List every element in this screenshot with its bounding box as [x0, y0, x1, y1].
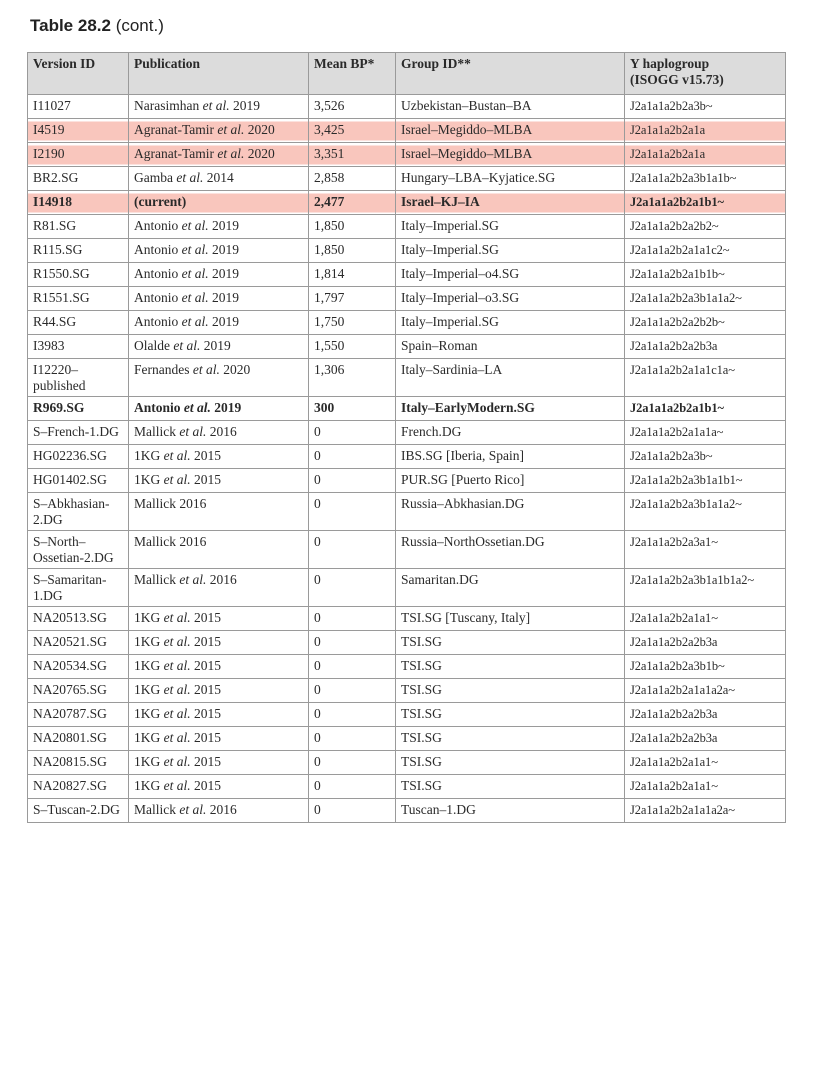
publication [129, 167, 309, 191]
table-row [28, 703, 786, 727]
y-haplogroup: J2a1a1a2b2a1a [625, 143, 786, 167]
pub-year: 2015 [190, 472, 221, 487]
y-haplogroup: J2a1a1a2b2a3b1b~ [625, 655, 786, 679]
mean-bp: 1,550 [309, 335, 396, 359]
pub-year: 2016 [206, 424, 237, 439]
mean-bp: 0 [309, 751, 396, 775]
header-y-line2: (ISOGG v15.73) [630, 72, 724, 87]
version-id: NA20513.SG [28, 607, 129, 631]
mean-bp: 300 [309, 397, 396, 421]
table-row [28, 359, 786, 397]
publication [129, 703, 309, 727]
mean-bp: 0 [309, 703, 396, 727]
y-haplogroup: J2a1a1a2b2a3b1a1a2~ [625, 493, 786, 531]
pub-year: 2015 [190, 658, 221, 673]
pub-year: 2020 [219, 362, 251, 377]
y-haplogroup: J2a1a1a2b2a1a1a2a~ [625, 679, 786, 703]
mean-bp: 1,850 [309, 215, 396, 239]
y-haplogroup: J2a1a1a2b2a1a1c2~ [625, 239, 786, 263]
pub-author: 1KG [134, 448, 164, 463]
version-id: R115.SG [28, 239, 129, 263]
header-group-id: Group ID** [396, 53, 625, 95]
pub-author: Fernandes [134, 362, 193, 377]
mean-bp: 0 [309, 799, 396, 823]
table-row [28, 569, 786, 607]
table-row [28, 531, 786, 569]
table-row [28, 679, 786, 703]
pub-etal: et al. [179, 802, 207, 817]
group-id: Italy–Imperial.SG [396, 311, 625, 335]
pub-year: 2016 [206, 802, 237, 817]
mean-bp: 1,850 [309, 239, 396, 263]
table-row [28, 655, 786, 679]
y-haplogroup: J2a1a1a2b2a1b1b~ [625, 263, 786, 287]
pub-year: 2019 [208, 266, 240, 281]
y-haplogroup: J2a1a1a2b2a1a1~ [625, 775, 786, 799]
publication [129, 311, 309, 335]
pub-etal: et al. [181, 266, 209, 281]
group-id: TSI.SG [396, 751, 625, 775]
version-id: BR2.SG [28, 167, 129, 191]
mean-bp: 0 [309, 445, 396, 469]
version-id: HG02236.SG [28, 445, 129, 469]
pub-author: Mallick 2016 [134, 496, 207, 511]
version-id: S–Samaritan-1.DG [28, 569, 129, 607]
pub-author: Antonio [134, 242, 182, 257]
version-id: NA20787.SG [28, 703, 129, 727]
mean-bp: 0 [309, 727, 396, 751]
y-haplogroup: J2a1a1a2b2a1b1~ [625, 397, 786, 421]
table-row [28, 215, 786, 239]
pub-etal: et al. [163, 634, 191, 649]
publication [129, 95, 309, 119]
pub-etal: et al. [163, 730, 191, 745]
publication [129, 775, 309, 799]
pub-author: Antonio [134, 400, 184, 415]
mean-bp: 0 [309, 531, 396, 569]
pub-author: Antonio [134, 218, 182, 233]
pub-etal: et al. [163, 778, 191, 793]
caption-label: Table 28.2 [30, 16, 111, 35]
pub-year: 2016 [206, 572, 237, 587]
pub-year: 2020 [244, 122, 275, 137]
table-row [28, 445, 786, 469]
publication [129, 119, 309, 143]
group-id: TSI.SG [Tuscany, Italy] [396, 607, 625, 631]
group-id: TSI.SG [396, 703, 625, 727]
group-id: Israel–KJ–IA [396, 191, 625, 215]
pub-author: Mallick 2016 [134, 534, 207, 549]
group-id: French.DG [396, 421, 625, 445]
group-id: Italy–Imperial–o4.SG [396, 263, 625, 287]
table-row-highlighted [28, 119, 786, 143]
version-id: S–North–Ossetian-2.DG [28, 531, 129, 569]
pub-year: 2015 [190, 730, 221, 745]
publication [129, 335, 309, 359]
version-id: NA20801.SG [28, 727, 129, 751]
publication [129, 143, 309, 167]
pub-etal: et al. [163, 448, 191, 463]
pub-etal: et al. [163, 472, 191, 487]
pub-etal: et al. [181, 290, 209, 305]
y-haplogroup: J2a1a1a2b2a1a [625, 119, 786, 143]
y-haplogroup: J2a1a1a2b2a3b1a1b1a2~ [625, 569, 786, 607]
mean-bp: 1,306 [309, 359, 396, 397]
header-y-line1: Y haplogroup [630, 56, 710, 71]
pub-author: 1KG [134, 610, 164, 625]
group-id: Spain–Roman [396, 335, 625, 359]
pub-year: 2015 [190, 706, 221, 721]
version-id: NA20521.SG [28, 631, 129, 655]
mean-bp: 0 [309, 607, 396, 631]
group-id: PUR.SG [Puerto Rico] [396, 469, 625, 493]
table-row-highlighted-current [28, 191, 786, 215]
publication [129, 569, 309, 607]
publication [129, 727, 309, 751]
publication [129, 531, 309, 569]
mean-bp: 3,526 [309, 95, 396, 119]
caption-suffix: (cont.) [115, 16, 164, 35]
publication [129, 215, 309, 239]
table-row [28, 799, 786, 823]
group-id: TSI.SG [396, 775, 625, 799]
y-haplogroup: J2a1a1a2b2a1a1~ [625, 607, 786, 631]
data-table [27, 52, 786, 823]
header-publication: Publication [129, 53, 309, 95]
table-row [28, 421, 786, 445]
table-row-highlighted [28, 143, 786, 167]
group-id: Hungary–LBA–Kyjatice.SG [396, 167, 625, 191]
pub-year: 2015 [190, 682, 221, 697]
publication [129, 799, 309, 823]
publication [129, 607, 309, 631]
group-id: Italy–Imperial.SG [396, 239, 625, 263]
publication [129, 445, 309, 469]
version-id: R969.SG [28, 397, 129, 421]
version-id: NA20815.SG [28, 751, 129, 775]
table-row [28, 493, 786, 531]
pub-etal: et al. [163, 754, 191, 769]
group-id: Italy–Imperial–o3.SG [396, 287, 625, 311]
table-row [28, 775, 786, 799]
table-body [28, 95, 786, 823]
mean-bp: 0 [309, 469, 396, 493]
pub-author: Mallick [134, 424, 180, 439]
group-id: Russia–NorthOssetian.DG [396, 531, 625, 569]
version-id: I12220–published [28, 359, 129, 397]
group-id: Israel–Megiddo–MLBA [396, 119, 625, 143]
publication [129, 191, 309, 215]
publication [129, 287, 309, 311]
table-row [28, 751, 786, 775]
group-id: TSI.SG [396, 631, 625, 655]
pub-author: 1KG [134, 706, 164, 721]
version-id: R81.SG [28, 215, 129, 239]
mean-bp: 1,797 [309, 287, 396, 311]
version-id: R1550.SG [28, 263, 129, 287]
version-id: NA20765.SG [28, 679, 129, 703]
pub-year: 2019 [208, 218, 240, 233]
pub-author: Agranat-Tamir [134, 122, 218, 137]
pub-author: Agranat-Tamir [134, 146, 218, 161]
pub-etal: et al. [217, 146, 245, 161]
pub-author: Antonio [134, 314, 182, 329]
table-row [28, 287, 786, 311]
pub-etal: et al. [202, 98, 230, 113]
pub-author: Antonio [134, 290, 182, 305]
y-haplogroup: J2a1a1a2b2a1a1~ [625, 751, 786, 775]
pub-etal: et al. [192, 362, 220, 377]
table-row [28, 335, 786, 359]
y-haplogroup: J2a1a1a2b2a2b2b~ [625, 311, 786, 335]
pub-author: Olalde [134, 338, 174, 353]
pub-year: 2019 [208, 290, 240, 305]
y-haplogroup: J2a1a1a2b2a2b2~ [625, 215, 786, 239]
mean-bp: 3,425 [309, 119, 396, 143]
pub-author: 1KG [134, 472, 164, 487]
pub-author: Antonio [134, 266, 182, 281]
mean-bp: 0 [309, 421, 396, 445]
group-id: Uzbekistan–Bustan–BA [396, 95, 625, 119]
table-caption [30, 16, 164, 36]
y-haplogroup: J2a1a1a2b2a3b1a1b1~ [625, 469, 786, 493]
version-id: NA20827.SG [28, 775, 129, 799]
mean-bp: 3,351 [309, 143, 396, 167]
group-id: Israel–Megiddo–MLBA [396, 143, 625, 167]
version-id: R44.SG [28, 311, 129, 335]
group-id: IBS.SG [Iberia, Spain] [396, 445, 625, 469]
table-row [28, 95, 786, 119]
pub-year: 2019 [208, 314, 240, 329]
group-id: Tuscan–1.DG [396, 799, 625, 823]
y-haplogroup: J2a1a1a2b2a1a1a~ [625, 421, 786, 445]
y-haplogroup: J2a1a1a2b2a3b~ [625, 445, 786, 469]
pub-etal: et al. [181, 242, 209, 257]
pub-etal: et al. [179, 424, 207, 439]
table-row [28, 167, 786, 191]
pub-year: 2015 [190, 610, 221, 625]
mean-bp: 0 [309, 493, 396, 531]
publication [129, 751, 309, 775]
pub-year: 2015 [190, 754, 221, 769]
pub-author: Mallick [134, 802, 180, 817]
pub-author: Narasimhan [134, 98, 203, 113]
pub-etal: et al. [163, 658, 191, 673]
y-haplogroup: J2a1a1a2b2a2b3a [625, 703, 786, 727]
group-id: Samaritan.DG [396, 569, 625, 607]
table-row [28, 607, 786, 631]
mean-bp: 2,477 [309, 191, 396, 215]
pub-etal: et al. [163, 706, 191, 721]
publication [129, 239, 309, 263]
pub-etal: et al. [163, 610, 191, 625]
pub-year: 2015 [190, 448, 221, 463]
group-id: TSI.SG [396, 655, 625, 679]
pub-year: 2014 [203, 170, 234, 185]
version-id: R1551.SG [28, 287, 129, 311]
group-id: Italy–EarlyModern.SG [396, 397, 625, 421]
group-id: TSI.SG [396, 679, 625, 703]
version-id: S–Abkhasian-2.DG [28, 493, 129, 531]
y-haplogroup: J2a1a1a2b2a2b3a [625, 335, 786, 359]
y-haplogroup: J2a1a1a2b2a3b1a1b~ [625, 167, 786, 191]
table-row [28, 631, 786, 655]
pub-author: 1KG [134, 658, 164, 673]
publication [129, 631, 309, 655]
publication [129, 679, 309, 703]
version-id: I4519 [28, 119, 129, 143]
table-row [28, 469, 786, 493]
y-haplogroup: J2a1a1a2b2a1b1~ [625, 191, 786, 215]
publication [129, 469, 309, 493]
pub-author: 1KG [134, 634, 164, 649]
header-version-id: Version ID [28, 53, 129, 95]
mean-bp: 1,750 [309, 311, 396, 335]
group-id: Russia–Abkhasian.DG [396, 493, 625, 531]
group-id: TSI.SG [396, 727, 625, 751]
y-haplogroup: J2a1a1a2b2a3b1a1a2~ [625, 287, 786, 311]
mean-bp: 0 [309, 679, 396, 703]
table-row [28, 239, 786, 263]
header-row [28, 53, 786, 95]
version-id: NA20534.SG [28, 655, 129, 679]
mean-bp: 0 [309, 569, 396, 607]
pub-year: 2020 [244, 146, 275, 161]
pub-author: Gamba [134, 170, 177, 185]
publication [129, 421, 309, 445]
table-row [28, 727, 786, 751]
group-id: Italy–Imperial.SG [396, 215, 625, 239]
publication [129, 397, 309, 421]
publication [129, 655, 309, 679]
publication [129, 359, 309, 397]
pub-year: 2015 [190, 778, 221, 793]
y-haplogroup: J2a1a1a2b2a2b3a [625, 727, 786, 751]
header-y-haplogroup [625, 53, 786, 95]
pub-year: 2015 [190, 634, 221, 649]
pub-author: 1KG [134, 730, 164, 745]
y-haplogroup: J2a1a1a2b2a3a1~ [625, 531, 786, 569]
pub-etal: et al. [181, 218, 209, 233]
mean-bp: 2,858 [309, 167, 396, 191]
publication [129, 263, 309, 287]
pub-year: 2019 [229, 98, 260, 113]
version-id: I11027 [28, 95, 129, 119]
y-haplogroup: J2a1a1a2b2a3b~ [625, 95, 786, 119]
pub-etal: et al. [183, 400, 211, 415]
pub-etal: et al. [179, 572, 207, 587]
pub-author: (current) [134, 194, 187, 209]
header-mean-bp: Mean BP* [309, 53, 396, 95]
group-id: Italy–Sardinia–LA [396, 359, 625, 397]
mean-bp: 0 [309, 631, 396, 655]
pub-etal: et al. [181, 314, 209, 329]
pub-author: 1KG [134, 778, 164, 793]
table-row-bold [28, 397, 786, 421]
pub-etal: et al. [163, 682, 191, 697]
y-haplogroup: J2a1a1a2b2a2b3a [625, 631, 786, 655]
pub-author: Mallick [134, 572, 180, 587]
pub-year: 2019 [208, 242, 240, 257]
publication [129, 493, 309, 531]
mean-bp: 0 [309, 775, 396, 799]
pub-etal: et al. [173, 338, 201, 353]
table-row [28, 311, 786, 335]
mean-bp: 1,814 [309, 263, 396, 287]
pub-author: 1KG [134, 754, 164, 769]
pub-year: 2019 [200, 338, 231, 353]
y-haplogroup: J2a1a1a2b2a1a1c1a~ [625, 359, 786, 397]
version-id: S–Tuscan-2.DG [28, 799, 129, 823]
version-id: HG01402.SG [28, 469, 129, 493]
version-id: I14918 [28, 191, 129, 215]
pub-year: 2019 [210, 400, 242, 415]
pub-etal: et al. [217, 122, 245, 137]
y-haplogroup: J2a1a1a2b2a1a1a2a~ [625, 799, 786, 823]
mean-bp: 0 [309, 655, 396, 679]
version-id: I3983 [28, 335, 129, 359]
version-id: S–French-1.DG [28, 421, 129, 445]
version-id: I2190 [28, 143, 129, 167]
pub-author: 1KG [134, 682, 164, 697]
table-row [28, 263, 786, 287]
pub-etal: et al. [176, 170, 204, 185]
